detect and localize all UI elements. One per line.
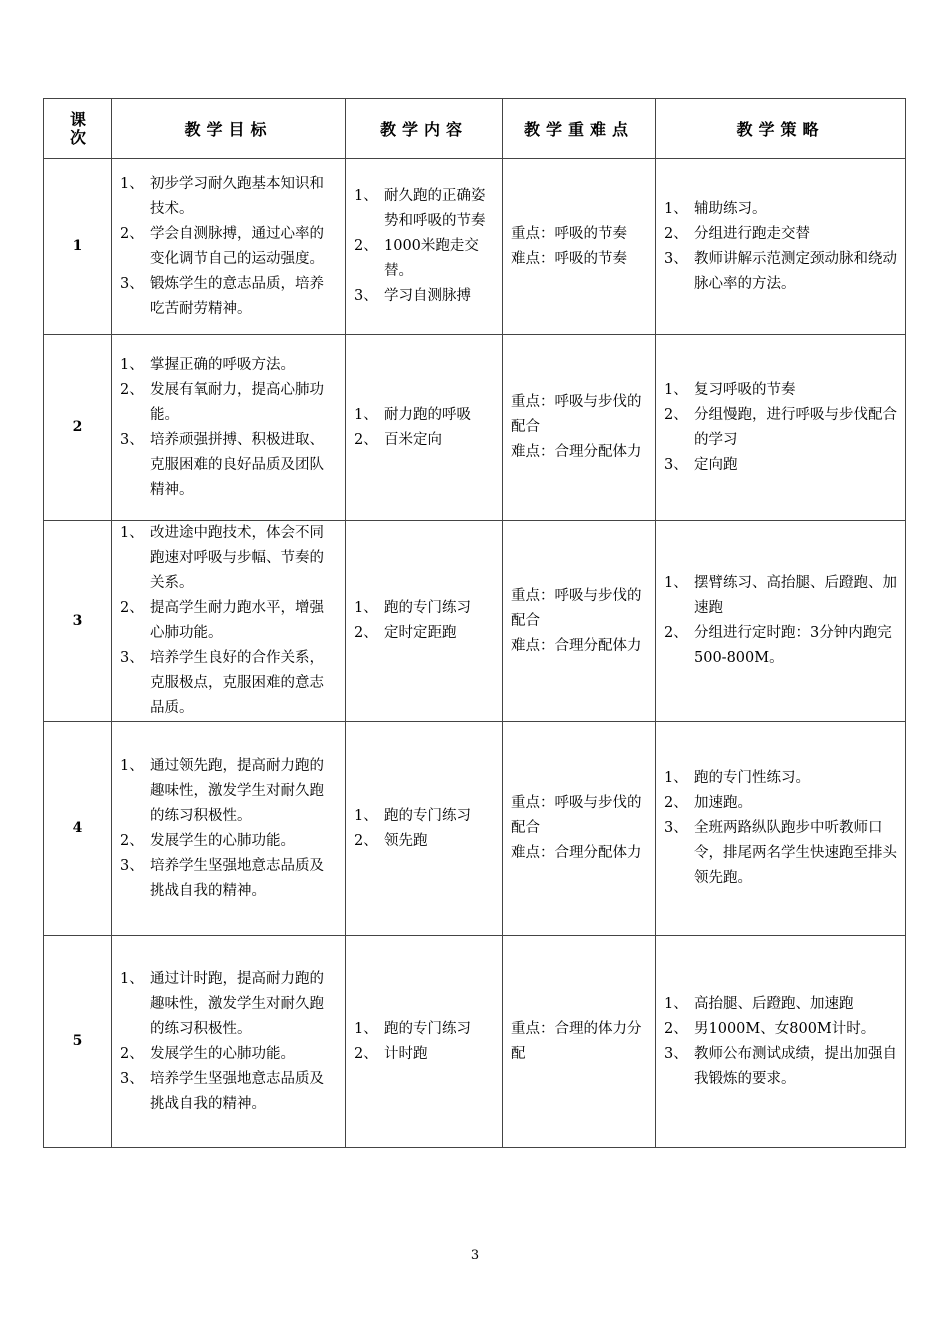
lesson-number: 3 (44, 521, 112, 722)
strategy-cell (656, 159, 906, 335)
key-point-text: 难点：合理分配体力 (511, 845, 642, 861)
content-item-text: 跑的专门练习 (384, 807, 471, 824)
goal-list (120, 172, 337, 322)
key-point-text: 难点：呼吸的节奏 (511, 250, 627, 267)
goal-item (120, 272, 337, 322)
content-item-number: 1、 (354, 600, 378, 616)
goal-item (120, 1042, 337, 1067)
goal-item (120, 596, 337, 646)
goal-item (120, 754, 337, 829)
strategy-item-number: 1、 (664, 995, 688, 1012)
strategy-item (664, 403, 897, 453)
goal-item (120, 967, 337, 1042)
key-point-text: 重点：呼吸与步伐的配合 (511, 394, 642, 435)
strategy-item-text: 高抬腿、后蹬跑、加速跑 (694, 995, 854, 1012)
key-point-text: 难点：合理分配体力 (511, 637, 642, 654)
header-goal: 教学目标 (112, 99, 346, 159)
goal-item (120, 222, 337, 272)
content-item-text: 1000米跑走交替。 (384, 238, 479, 279)
content-cell (346, 335, 503, 521)
strategy-item-number: 3、 (664, 456, 688, 473)
key-point-text: 难点：合理分配体力 (511, 444, 642, 460)
goal-item-text: 通过领先跑，提高耐力跑的趣味性，激发学生对耐久跑的练习积极性。 (150, 757, 324, 824)
content-item-text: 领先跑 (384, 832, 428, 849)
content-cell (346, 159, 503, 335)
strategy-item (664, 992, 897, 1017)
page-number: 3 (470, 1248, 480, 1263)
content-item-number: 2、 (354, 431, 378, 448)
content-item-number: 1、 (354, 188, 378, 204)
content-list (354, 403, 494, 453)
key-cell (503, 722, 656, 936)
goal-cell (112, 159, 346, 335)
strategy-item (664, 816, 897, 891)
strategy-item (664, 378, 897, 403)
content-item-number: 2、 (354, 832, 378, 849)
table-row (44, 936, 906, 1148)
strategy-cell (656, 722, 906, 936)
content-cell (346, 722, 503, 936)
strategy-item-text: 教师公布测试成绩，提出加强自我锻炼的要求。 (694, 1045, 897, 1087)
strategy-item-text: 分组进行跑走交替 (694, 225, 810, 242)
content-item-number: 1、 (354, 807, 378, 824)
content-cell (346, 936, 503, 1148)
strategy-item-number: 2、 (664, 795, 688, 811)
key-point-text: 重点：呼吸与步伐的配合 (511, 795, 642, 836)
strategy-item-number: 2、 (664, 1020, 688, 1037)
goal-item (120, 378, 337, 428)
goal-item-number: 2、 (120, 225, 144, 242)
content-item-number: 2、 (354, 625, 378, 641)
goal-item-number: 2、 (120, 1045, 144, 1062)
content-item-text: 定时定距跑 (384, 625, 457, 641)
goal-cell (112, 335, 346, 521)
strategy-item-number: 1、 (664, 200, 688, 217)
goal-item-text: 培养学生坚强地意志品质及挑战自我的精神。 (150, 1070, 324, 1112)
strategy-item-number: 2、 (664, 225, 688, 242)
goal-item-number: 2、 (120, 381, 144, 398)
key-cell (503, 521, 656, 722)
goal-item-text: 发展有氧耐力，提高心肺功能。 (150, 381, 324, 423)
strategy-item-text: 摆臂练习、高抬腿、后蹬跑、加速跑 (694, 575, 897, 616)
goal-item-number: 1、 (120, 356, 144, 373)
strategy-item-number: 3、 (664, 820, 688, 836)
goal-item-text: 提高学生耐力跑水平，增强心肺功能。 (150, 600, 324, 641)
goal-item-text: 初步学习耐久跑基本知识和技术。 (150, 175, 324, 217)
goal-cell (112, 521, 346, 722)
strategy-list (664, 197, 897, 297)
strategy-list (664, 378, 897, 478)
strategy-item-number: 1、 (664, 770, 688, 786)
content-list (354, 804, 494, 854)
strategy-item (664, 791, 897, 816)
lesson-number: 4 (44, 722, 112, 936)
strategy-cell (656, 521, 906, 722)
content-item (354, 829, 494, 854)
goal-item-text: 锻炼学生的意志品质，培养吃苦耐劳精神。 (150, 275, 324, 317)
content-item (354, 1017, 494, 1042)
goal-item-number: 3、 (120, 275, 144, 292)
strategy-item-text: 定向跑 (694, 456, 738, 473)
goal-item (120, 353, 337, 378)
content-item (354, 284, 494, 309)
goal-cell (112, 722, 346, 936)
goal-item-number: 3、 (120, 431, 144, 448)
goal-item (120, 1067, 337, 1117)
content-item (354, 428, 494, 453)
goal-item-number: 1、 (120, 175, 144, 192)
strategy-item (664, 1017, 897, 1042)
goal-item (120, 829, 337, 854)
content-item (354, 621, 494, 646)
key-point-text: 重点：呼吸与步伐的配合 (511, 587, 642, 629)
content-item-number: 1、 (354, 406, 378, 423)
lesson-number: 1 (44, 159, 112, 335)
goal-item (120, 521, 337, 596)
strategy-item-text: 辅助练习。 (694, 200, 767, 217)
strategy-item-text: 教师讲解示范测定颈动脉和绕动脉心率的方法。 (694, 250, 897, 292)
content-item (354, 596, 494, 621)
strategy-item (664, 621, 897, 671)
table-row (44, 159, 906, 335)
strategy-item (664, 571, 897, 621)
goal-list (120, 521, 337, 721)
table-row (44, 521, 906, 722)
goal-item (120, 428, 337, 503)
content-cell (346, 521, 503, 722)
goal-item-number: 1、 (120, 757, 144, 774)
strategy-item-text: 加速跑。 (694, 795, 752, 811)
header-row (44, 99, 906, 159)
header-content: 教学内容 (346, 99, 503, 159)
goal-item-text: 通过计时跑，提高耐力跑的趣味性，激发学生对耐久跑的练习积极性。 (150, 970, 324, 1037)
strategy-item (664, 453, 897, 478)
strategy-cell (656, 335, 906, 521)
goal-item (120, 646, 337, 721)
goal-item-number: 1、 (120, 970, 144, 987)
content-item-text: 耐力跑的呼吸 (384, 406, 471, 423)
strategy-item (664, 222, 897, 247)
strategy-item-text: 跑的专门性练习。 (694, 770, 810, 786)
strategy-item (664, 247, 897, 297)
strategy-cell (656, 936, 906, 1148)
goal-item-text: 发展学生的心肺功能。 (150, 832, 295, 849)
content-item (354, 234, 494, 284)
goal-item-text: 改进途中跑技术，体会不同跑速对呼吸与步幅、节奏的关系。 (150, 525, 324, 591)
goal-item-text: 培养学生坚强地意志品质及挑战自我的精神。 (150, 857, 324, 899)
goal-item-text: 培养学生良好的合作关系，克服极点，克服困难的意志品质。 (150, 650, 324, 716)
key-point-text: 重点：合理的体力分配 (511, 1020, 642, 1062)
content-item-number: 3、 (354, 288, 378, 304)
key-cell (503, 159, 656, 335)
goal-item (120, 854, 337, 904)
content-item-text: 计时跑 (384, 1045, 428, 1062)
goal-item-number: 2、 (120, 832, 144, 849)
content-item (354, 184, 494, 234)
goal-item-number: 1、 (120, 525, 144, 541)
strategy-item-text: 分组进行定时跑：3分钟内跑完500-800M。 (694, 625, 892, 666)
strategy-item-number: 3、 (664, 250, 688, 267)
goal-item-number: 3、 (120, 650, 144, 666)
strategy-item-text: 全班两路纵队跑步中听教师口令，排尾两名学生快速跑至排头领先跑。 (694, 820, 897, 886)
strategy-item-text: 分组慢跑，进行呼吸与步伐配合的学习 (694, 406, 897, 448)
content-list (354, 1017, 494, 1067)
strategy-item (664, 766, 897, 791)
key-point-text: 重点：呼吸的节奏 (511, 225, 627, 242)
strategy-item (664, 197, 897, 222)
goal-item-number: 3、 (120, 1070, 144, 1087)
content-item (354, 403, 494, 428)
goal-item-text: 培养顽强拼搏、积极进取、克服困难的良好品质及团队精神。 (150, 431, 324, 498)
strategy-item-number: 1、 (664, 381, 688, 398)
key-cell (503, 335, 656, 521)
header-strategy: 教学策略 (656, 99, 906, 159)
goal-list (120, 967, 337, 1117)
strategy-item-number: 2、 (664, 406, 688, 423)
content-item-text: 学习自测脉搏 (384, 288, 471, 304)
content-item-text: 耐久跑的正确姿势和呼吸的节奏 (384, 188, 486, 229)
content-item (354, 804, 494, 829)
strategy-item (664, 1042, 897, 1092)
content-item (354, 1042, 494, 1067)
content-item-number: 2、 (354, 1045, 378, 1062)
content-list (354, 184, 494, 309)
content-item-number: 1、 (354, 1020, 378, 1037)
content-item-text: 百米定向 (384, 431, 442, 448)
header-key: 教学重难点 (503, 99, 656, 159)
goal-item-text: 学会自测脉搏，通过心率的变化调节自己的运动强度。 (150, 225, 324, 267)
goal-list (120, 754, 337, 904)
strategy-list (664, 571, 897, 671)
table-row (44, 722, 906, 936)
content-item-text: 跑的专门练习 (384, 1020, 471, 1037)
content-item-number: 2、 (354, 238, 378, 254)
key-cell (503, 936, 656, 1148)
lesson-plan-table (43, 98, 906, 1148)
table-row (44, 335, 906, 521)
goal-item-number: 3、 (120, 857, 144, 874)
lesson-number: 2 (44, 335, 112, 521)
strategy-list (664, 992, 897, 1092)
goal-cell (112, 936, 346, 1148)
goal-item-number: 2、 (120, 600, 144, 616)
goal-list (120, 353, 337, 503)
strategy-item-number: 2、 (664, 625, 688, 641)
goal-item-text: 发展学生的心肺功能。 (150, 1045, 295, 1062)
strategy-item-number: 3、 (664, 1045, 688, 1062)
content-list (354, 596, 494, 646)
header-lesson: 课次 (44, 99, 112, 159)
strategy-item-number: 1、 (664, 575, 688, 591)
strategy-list (664, 766, 897, 891)
content-item-text: 跑的专门练习 (384, 600, 471, 616)
goal-item-text: 掌握正确的呼吸方法。 (150, 356, 295, 373)
lesson-number: 5 (44, 936, 112, 1148)
strategy-item-text: 男1000M、女800M计时。 (694, 1020, 876, 1037)
strategy-item-text: 复习呼吸的节奏 (694, 381, 796, 398)
goal-item (120, 172, 337, 222)
